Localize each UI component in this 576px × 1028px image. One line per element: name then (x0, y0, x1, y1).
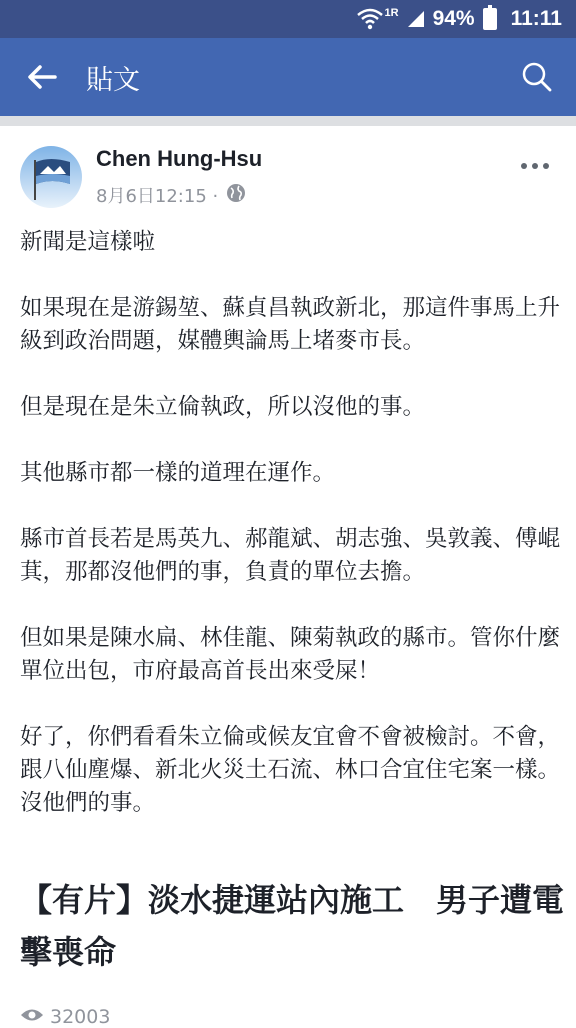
feed-divider (0, 116, 576, 126)
post-paragraph: 好了，你們看看朱立倫或候友宜會不會被檢討。不會，跟八仙塵爆、新北火災土石流、林口合宜住宅案一樣。沒他們的事。 (20, 724, 561, 816)
post-card (0, 126, 576, 1028)
battery-icon (483, 8, 497, 30)
post-paragraph: 新聞是這樣啦 (20, 229, 156, 255)
search-icon[interactable] (520, 60, 554, 94)
eye-icon (20, 1006, 50, 1028)
more-options-icon[interactable] (520, 156, 550, 166)
post-paragraph: 其他縣市都一樣的道理在運作。 (20, 460, 336, 486)
status-bar (0, 0, 576, 38)
view-count (20, 1006, 110, 1028)
post-body (20, 226, 560, 853)
post-paragraph: 但是現在是朱立倫執政，所以沒他的事。 (20, 394, 426, 420)
post-paragraph: 如果現在是游錫堃、蘇貞昌執政新北，那這件事馬上升級到政治問題，媒體輿論馬上堵麥市長。 (20, 295, 561, 354)
post-meta (96, 182, 246, 208)
post-paragraph: 縣市首長若是馬英九、郝龍斌、胡志強、吳敦義、傅崐萁，那都沒他們的事，負責的單位去擔。 (20, 526, 561, 585)
post-author[interactable]: Chen Hung-Hsu (96, 146, 263, 171)
back-arrow-icon[interactable] (14, 49, 70, 105)
app-bar (0, 38, 576, 116)
post-timestamp[interactable]: 8月6日12:15 · (96, 186, 219, 207)
clock: 11:11 (510, 7, 562, 30)
view-count-value: 32003 (50, 1006, 111, 1028)
page-title: 貼文 (86, 64, 140, 96)
avatar[interactable] (20, 146, 82, 208)
signal-icon (407, 10, 425, 28)
post-paragraph: 但如果是陳水扁、林佳龍、陳菊執政的縣市。管你什麼單位出包，市府最高首長出來受屎！ (20, 625, 561, 684)
network-label: 1R (384, 7, 399, 19)
wifi-icon (357, 8, 383, 30)
battery-percent: 94% (432, 7, 475, 30)
shared-link-headline[interactable]: 【有片】淡水捷運站內施工 男子遭電擊喪命 (20, 881, 565, 971)
globe-icon (218, 183, 246, 208)
